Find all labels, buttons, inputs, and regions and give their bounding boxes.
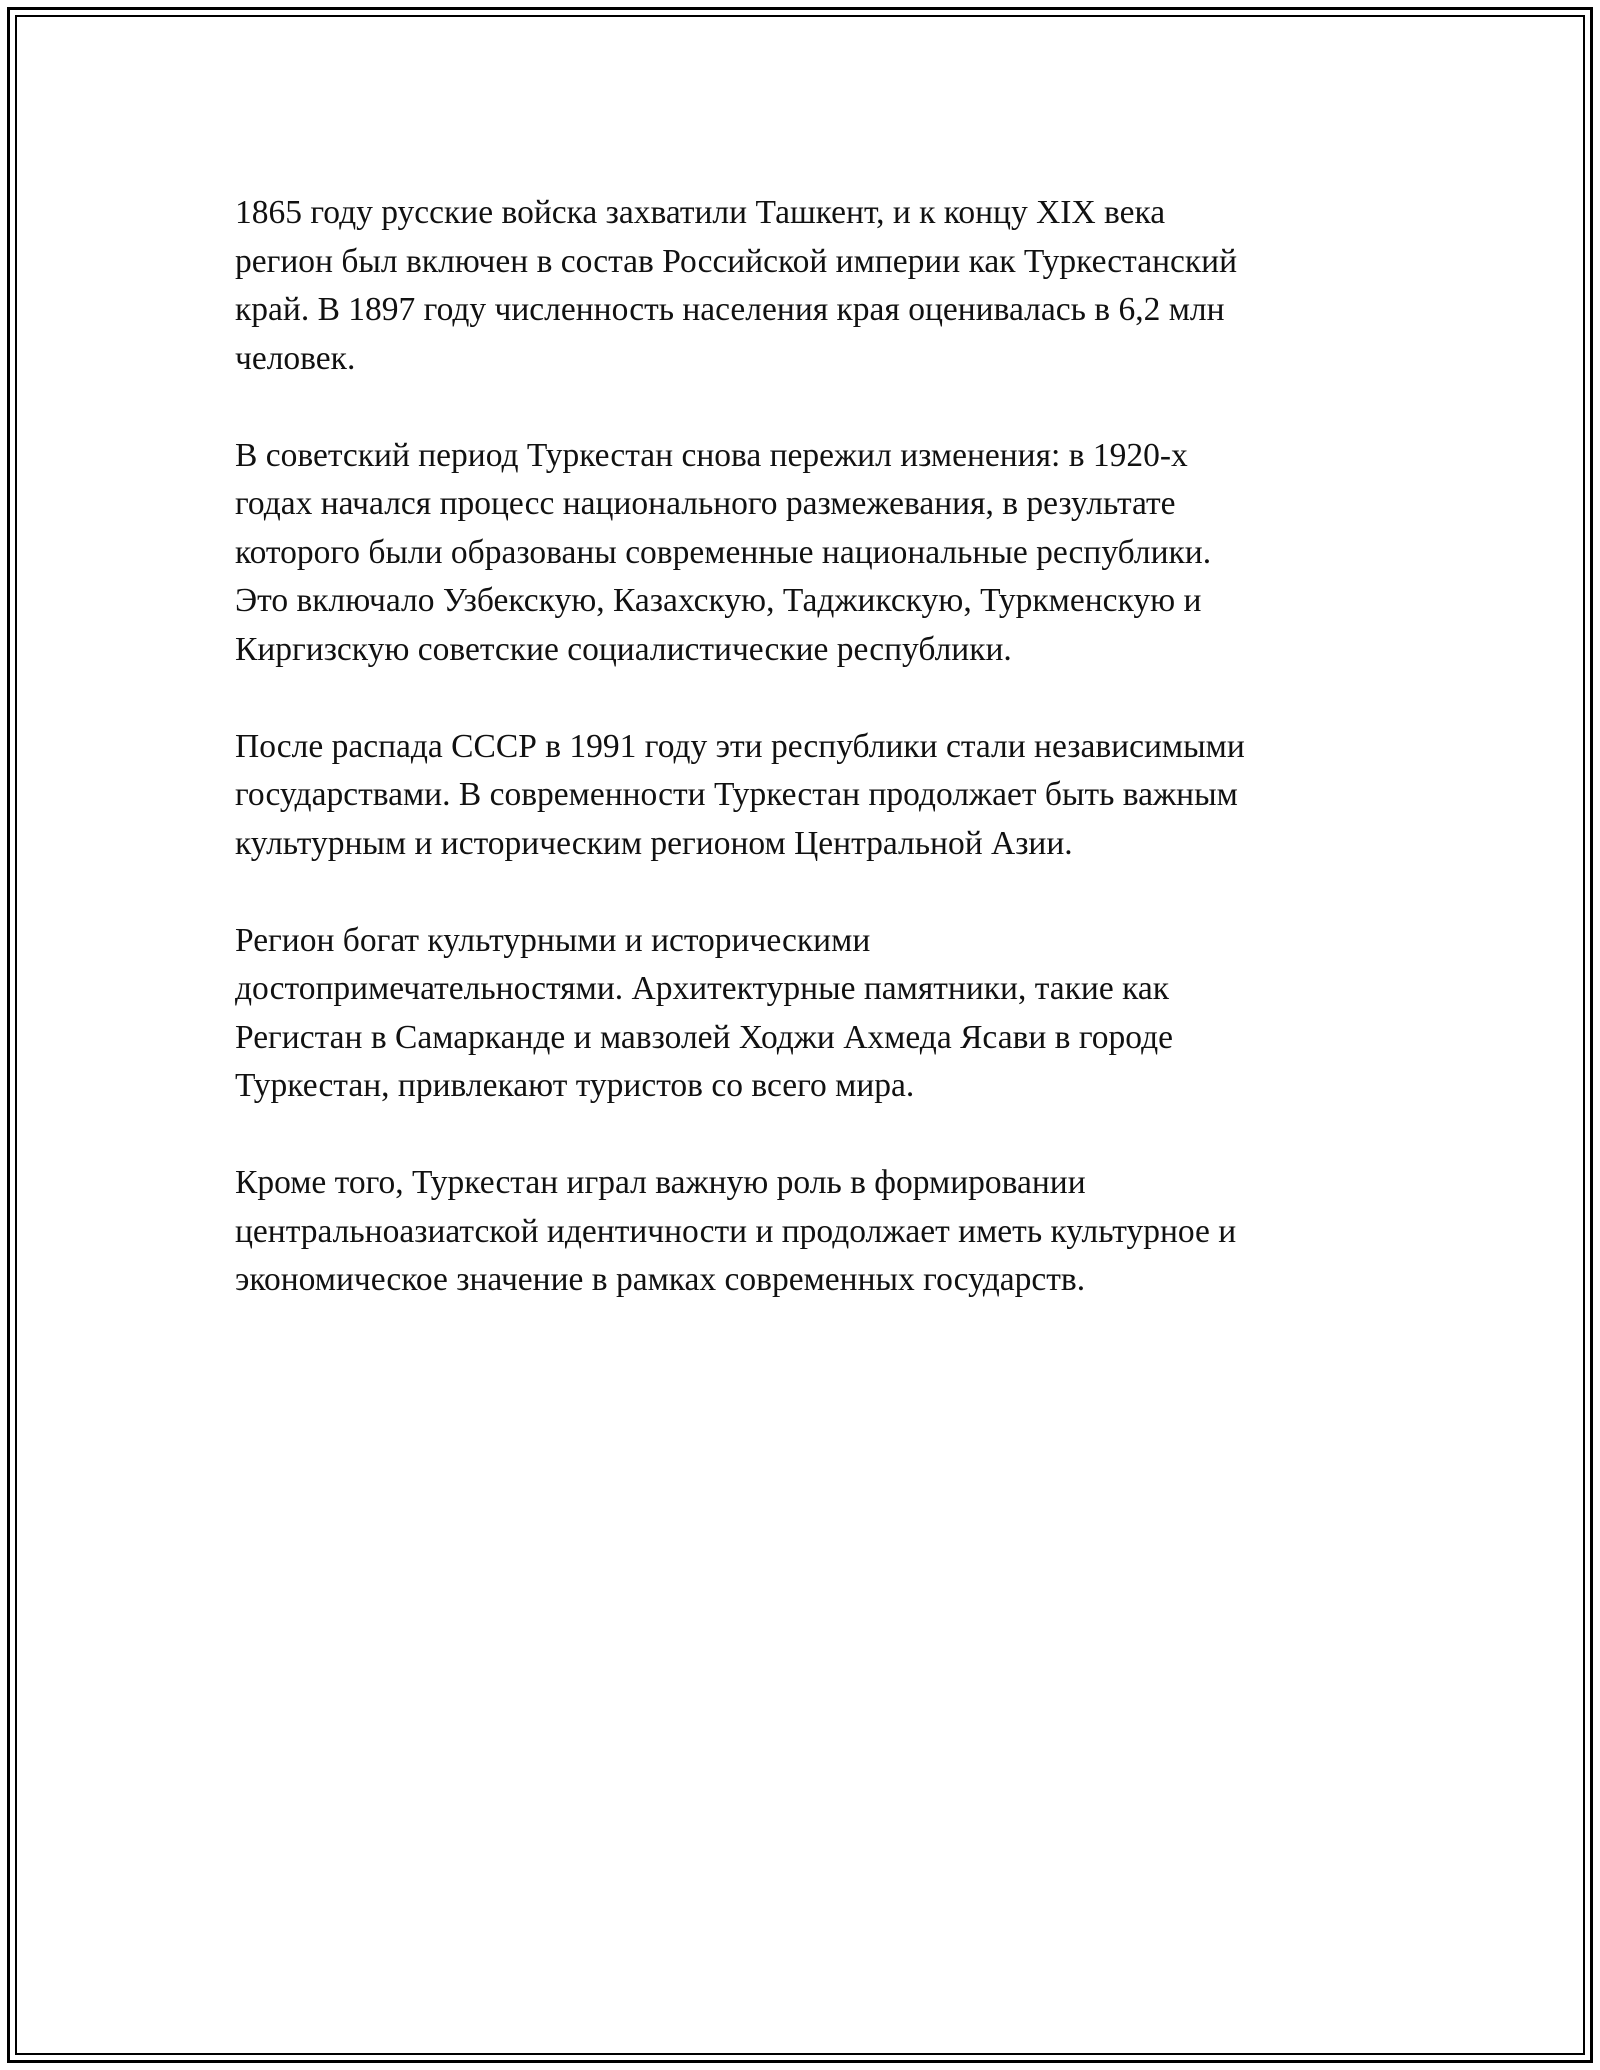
paragraph-5: Кроме того, Туркестан играл важную роль в формировании центральноазиатской идентичности и продолжает иметь культурное и экономическое значение в рамках современных государств. xyxy=(235,1164,1237,1298)
document-body xyxy=(235,189,1365,1353)
paragraph-3: После распада СССР в 1991 году эти республики стали независимыми государствами. В современности Туркестан продолжает быть важным культурным и историческим регионом Центральной Азии. xyxy=(235,727,1245,862)
paragraph-4: Регион богат культурными и историческими достопримечательностями. Архитектурные памятники, такие как Регистан в Самарканде и мавзолей Ходжи Ахмеда Ясави в городе Туркестан, привлекают туристов со всего мира. xyxy=(235,921,1173,1104)
paragraph-1: 1865 году русские войска захватили Ташкент, и к концу XIX века регион был включен в состав Российской империи как Туркестанский край. В 1897 году численность населения края оценивалась в 6,2 млн человек. xyxy=(235,194,1238,377)
paragraph-2: В советский период Туркестан снова пережил изменения: в 1920-х годах начался процесс национального размежевания, в результате которого были образованы современные национальные республики. Это включало Узбекскую, Казахскую, Таджикскую, Туркменскую и Киргизскую советские социалистические республики. xyxy=(235,436,1212,668)
